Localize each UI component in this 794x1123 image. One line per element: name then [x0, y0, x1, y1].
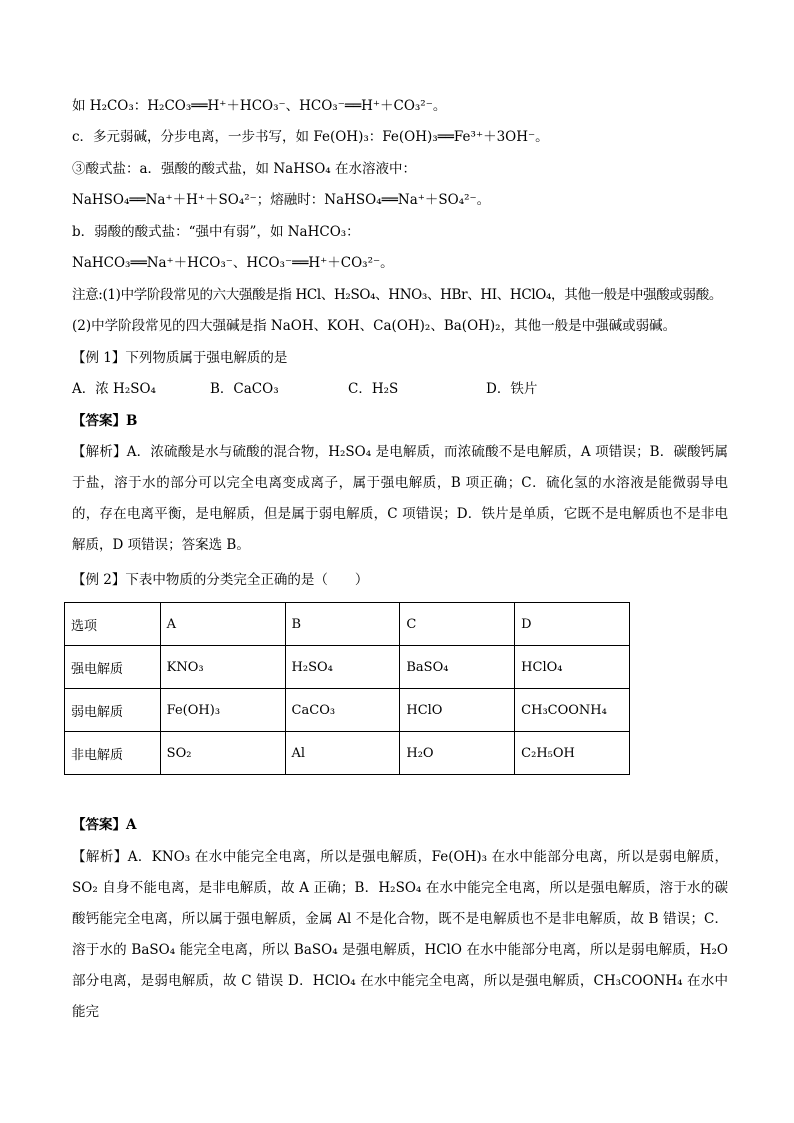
table-cell: SO₂: [160, 732, 285, 775]
table-cell: Fe(OH)₃: [160, 689, 285, 732]
table-cell: D: [515, 603, 630, 646]
text-line-weak-base: c．多元弱碱，分步电离，一步书写，如 Fe(OH)₃：Fe(OH)₃══Fe³⁺＋3OH⁻。: [72, 129, 549, 145]
table-cell: A: [160, 603, 285, 646]
classification-table: [64, 602, 630, 775]
table-row: [65, 689, 630, 732]
table-cell: KNO₃: [160, 646, 285, 689]
example1-answer: 【答案】B: [72, 413, 138, 429]
table-cell: H₂SO₄: [285, 646, 400, 689]
table-cell: CH₃COONH₄: [515, 689, 630, 732]
example2-analysis: 【解析】A．KNO₃ 在水中能完全电离，所以是强电解质，Fe(OH)₃ 在水中能部分电离，所以是弱电解质，SO₂ 自身不能电离，是非电解质，故 A 正确；B．H₂SO₄ 在水中能完全电离，所以是强电解质，溶于水的碳酸钙能完全电离，所以属于强电解质，金属 Al 不是化合物，既不是电解质也不是非电解质，故 B 错误；C．溶于水的 BaSO₄ 能完全电离，所以 BaSO₄ 是强电解质，HClO 在水中能部分电离，所以是弱电解质，H₂O 部分电离，是弱电解质，故 C 错误 D．HClO₄ 在水中能完全电离，所以是强电解质，CH₃COONH₄ 在水中能完: [72, 849, 728, 1020]
example2-answer: 【答案】A: [72, 817, 137, 833]
table-row: [65, 646, 630, 689]
table-cell: HClO: [400, 689, 515, 732]
text-line-weak-acid-salt: b．弱酸的酸式盐：“强中有弱”，如 NaHCO₃：: [72, 224, 360, 240]
example1-question: 【例 1】下列物质属于强电解质的是: [72, 350, 288, 366]
text-line-nahso4: NaHSO₄══Na⁺＋H⁺＋SO₄²⁻；熔融时：NaHSO₄══Na⁺＋SO₄²⁻。: [72, 192, 491, 208]
example2-question: 【例 2】下表中物质的分类完全正确的是（ ）: [72, 572, 369, 588]
table-cell: H₂O: [400, 732, 515, 775]
example1-option-c: C．H₂S: [348, 381, 399, 397]
note-strong-acids: 注意:(1)中学阶段常见的六大强酸是指 HCl、H₂SO₄、HNO₃、HBr、HI、HClO₄，其他一般是中强酸或弱酸。: [72, 287, 723, 303]
example1-option-d: D．铁片: [486, 381, 538, 397]
table-cell: CaCO₃: [285, 689, 400, 732]
text-line-nahco3: NaHCO₃══Na⁺＋HCO₃⁻、HCO₃⁻══H⁺＋CO₃²⁻。: [72, 255, 394, 271]
table-cell: C: [400, 603, 515, 646]
table-cell: 非电解质: [65, 732, 161, 775]
note-strong-bases: (2)中学阶段常见的四大强碱是指 NaOH、KOH、Ca(OH)₂、Ba(OH)₂，其他一般是中强碱或弱碱。: [72, 318, 677, 334]
table-cell: 弱电解质: [65, 689, 161, 732]
example1-option-a: A．浓 H₂SO₄: [72, 381, 156, 397]
example1-analysis: 【解析】A．浓硫酸是水与硫酸的混合物，H₂SO₄ 是电解质，而浓硫酸不是电解质，A 项错误；B．碳酸钙属于盐，溶于水的部分可以完全电离变成离子，属于强电解质，B 项正确；C．硫化氢的水溶液是能微弱导电的，存在电离平衡，是电解质，但是属于弱电解质，C 项错误；D．铁片是单质，它既不是电解质也不是非电解质，D 项错误；答案选 B。: [72, 444, 728, 553]
table-cell: BaSO₄: [400, 646, 515, 689]
text-line-acid-salt: ③酸式盐：a．强酸的酸式盐，如 NaHSO₄ 在水溶液中：: [72, 161, 416, 177]
table-cell: Al: [285, 732, 400, 775]
table-row: [65, 732, 630, 775]
table-cell: C₂H₅OH: [515, 732, 630, 775]
table-cell: B: [285, 603, 400, 646]
table-cell: 选项: [65, 603, 161, 646]
example1-option-b: B．CaCO₃: [210, 381, 279, 397]
text-line-carbonic-acid: 如 H₂CO₃：H₂CO₃══H⁺＋HCO₃⁻、HCO₃⁻══H⁺＋CO₃²⁻。: [72, 98, 447, 114]
table-cell: HClO₄: [515, 646, 630, 689]
table-header-row: [65, 603, 630, 646]
table-cell: 强电解质: [65, 646, 161, 689]
